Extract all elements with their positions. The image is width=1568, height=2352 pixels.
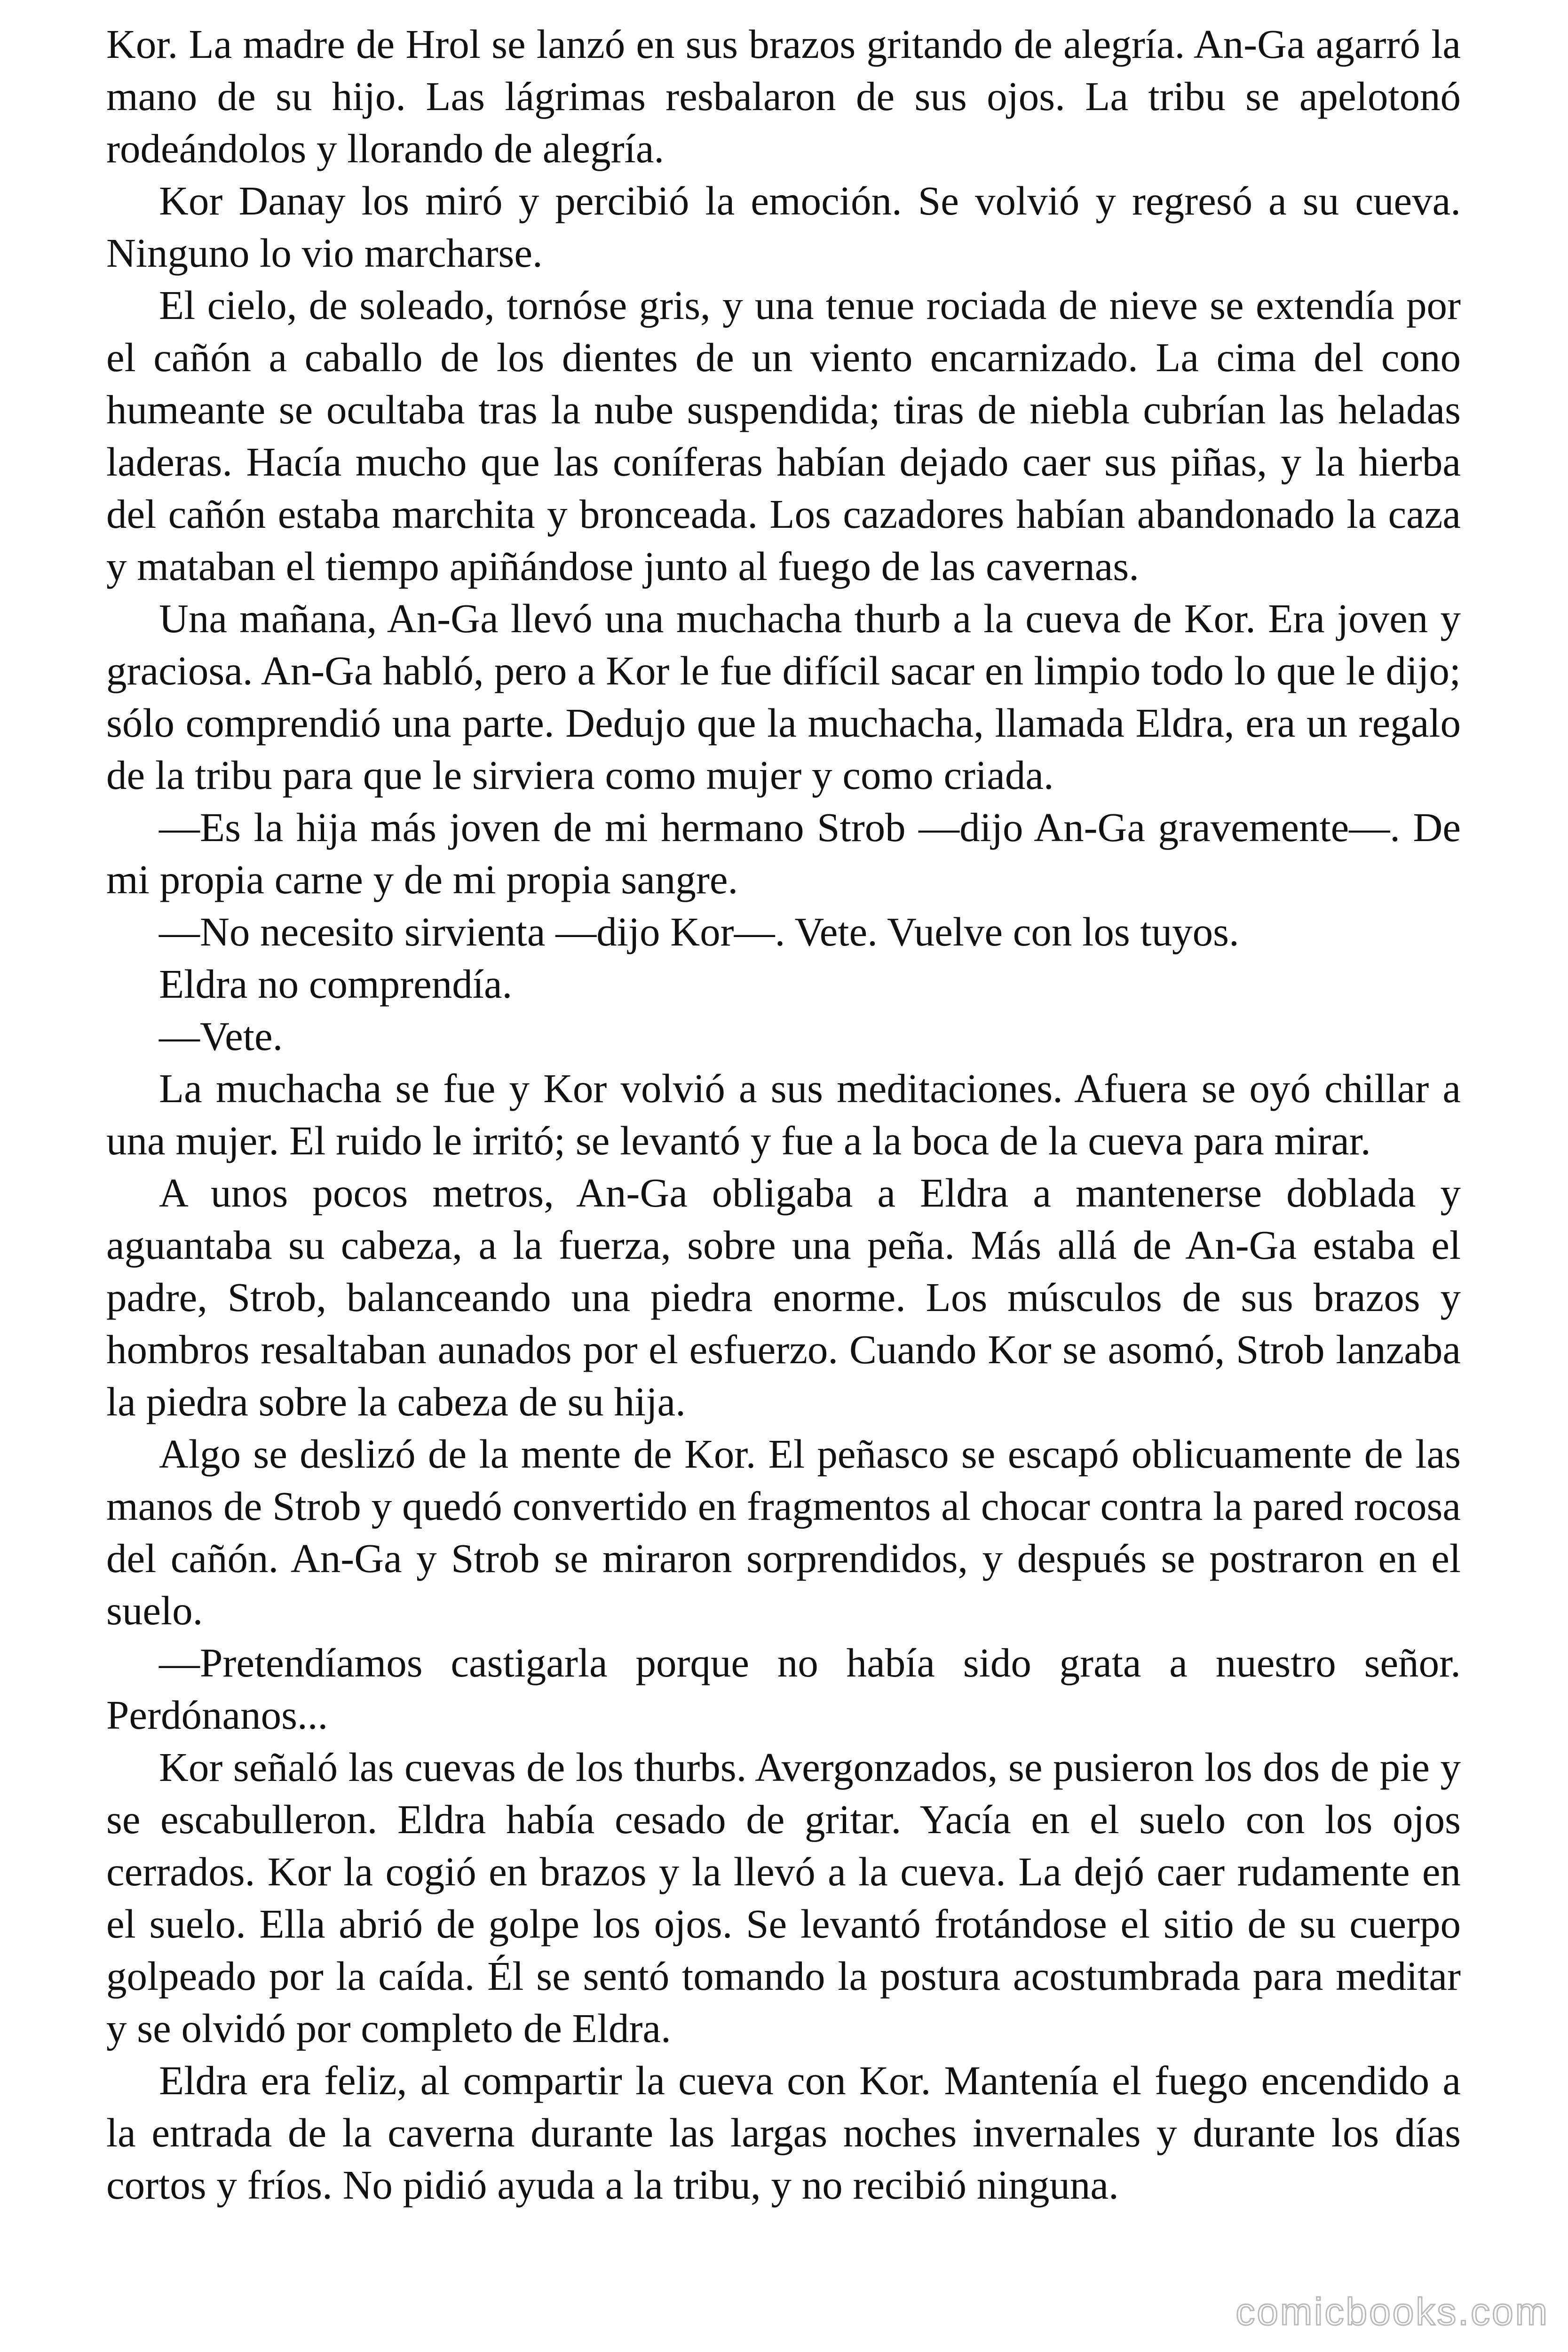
site-watermark: comicbooks.com (1235, 2290, 1549, 2333)
paragraph-3: El cielo, de soleado, tornóse gris, y una tenue rociada de nieve se extendía por el cañón a caballo de los dientes de un viento encarnizado. La cima del cono humeante se ocultaba tras la nube suspendida; tiras de niebla cubrían las heladas laderas. Hacía mucho que las coníferas habían dejado caer sus piñas, y la hierba del cañón estaba marchita y bronceada. Los cazadores habían abandonado la caza y mataban el tiempo apiñándose junto al fuego de las cavernas. (106, 282, 1461, 589)
paragraph-11: Algo se deslizó de la mente de Kor. El peñasco se escapó oblicuamente de las manos de Strob y quedó convertido en fragmentos al chocar contra la pared rocosa del cañón. An-Ga y Strob se miraron sorprendidos, y después se postraron en el suelo. (106, 1431, 1461, 1633)
paragraph-10: A unos pocos metros, An-Ga obligaba a Eldra a mantenerse doblada y aguantaba su cabeza, a la fuerza, sobre una peña. Más allá de An-Ga estaba el padre, Strob, balanceando una piedra enorme. Los músculos de sus brazos y hombros resaltaban aunados por el esfuerzo. Cuando Kor se asomó, Strob lanzaba la piedra sobre la cabeza de su hija. (106, 1170, 1461, 1424)
paragraph-5: —Es la hija más joven de mi hermano Strob —dijo An-Ga gravemente—. De mi propia carne y de mi propia sangre. (106, 804, 1461, 902)
paragraph-4: Una mañana, An-Ga llevó una muchacha thurb a la cueva de Kor. Era joven y graciosa. An-Ga habló, pero a Kor le fue difícil sacar en limpio todo lo que le dijo; sólo comprendió una parte. Dedujo que la muchacha, llamada Eldra, era un regalo de la tribu para que le sirviera como mujer y como criada. (106, 596, 1461, 798)
book-page-text (106, 18, 1461, 2211)
paragraph-14: Eldra era feliz, al compartir la cueva con Kor. Mantenía el fuego encendido a la entrada de la caverna durante las largas noches invernales y durante los días cortos y fríos. No pidió ayuda a la tribu, y no recibió ninguna. (106, 2058, 1461, 2208)
paragraph-6: —No necesito sirvienta —dijo Kor—. Vete. Vuelve con los tuyos. (159, 909, 1239, 954)
paragraph-2: Kor Danay los miró y percibió la emoción. Se volvió y regresó a su cueva. Ninguno lo vio marcharse. (106, 178, 1461, 276)
paragraph-9: La muchacha se fue y Kor volvió a sus meditaciones. Afuera se oyó chillar a una mujer. El ruido le irritó; se levantó y fue a la boca de la cueva para mirar. (106, 1065, 1461, 1163)
paragraph-13: Kor señaló las cuevas de los thurbs. Avergonzados, se pusieron los dos de pie y se escabulleron. Eldra había cesado de gritar. Yacía en el suelo con los ojos cerrados. Kor la cogió en brazos y la llevó a la cueva. La dejó caer rudamente en el suelo. Ella abrió de golpe los ojos. Se levantó frotándose el sitio de su cuerpo golpeado por la caída. Él se sentó tomando la postura acostumbrada para meditar y se olvidó por completo de Eldra. (106, 1744, 1461, 2051)
paragraph-12: —Pretendíamos castigarla porque no había sido grata a nuestro señor. Perdónanos... (106, 1640, 1461, 1738)
paragraph-8: —Vete. (159, 1013, 283, 1059)
paragraph-1: Kor. La madre de Hrol se lanzó en sus brazos gritando de alegría. An-Ga agarró la mano de su hijo. Las lágrimas resbalaron de sus ojos. La tribu se apelotonó rodeándolos y llorando de alegría. (106, 21, 1461, 171)
paragraph-7: Eldra no comprendía. (159, 961, 513, 1007)
